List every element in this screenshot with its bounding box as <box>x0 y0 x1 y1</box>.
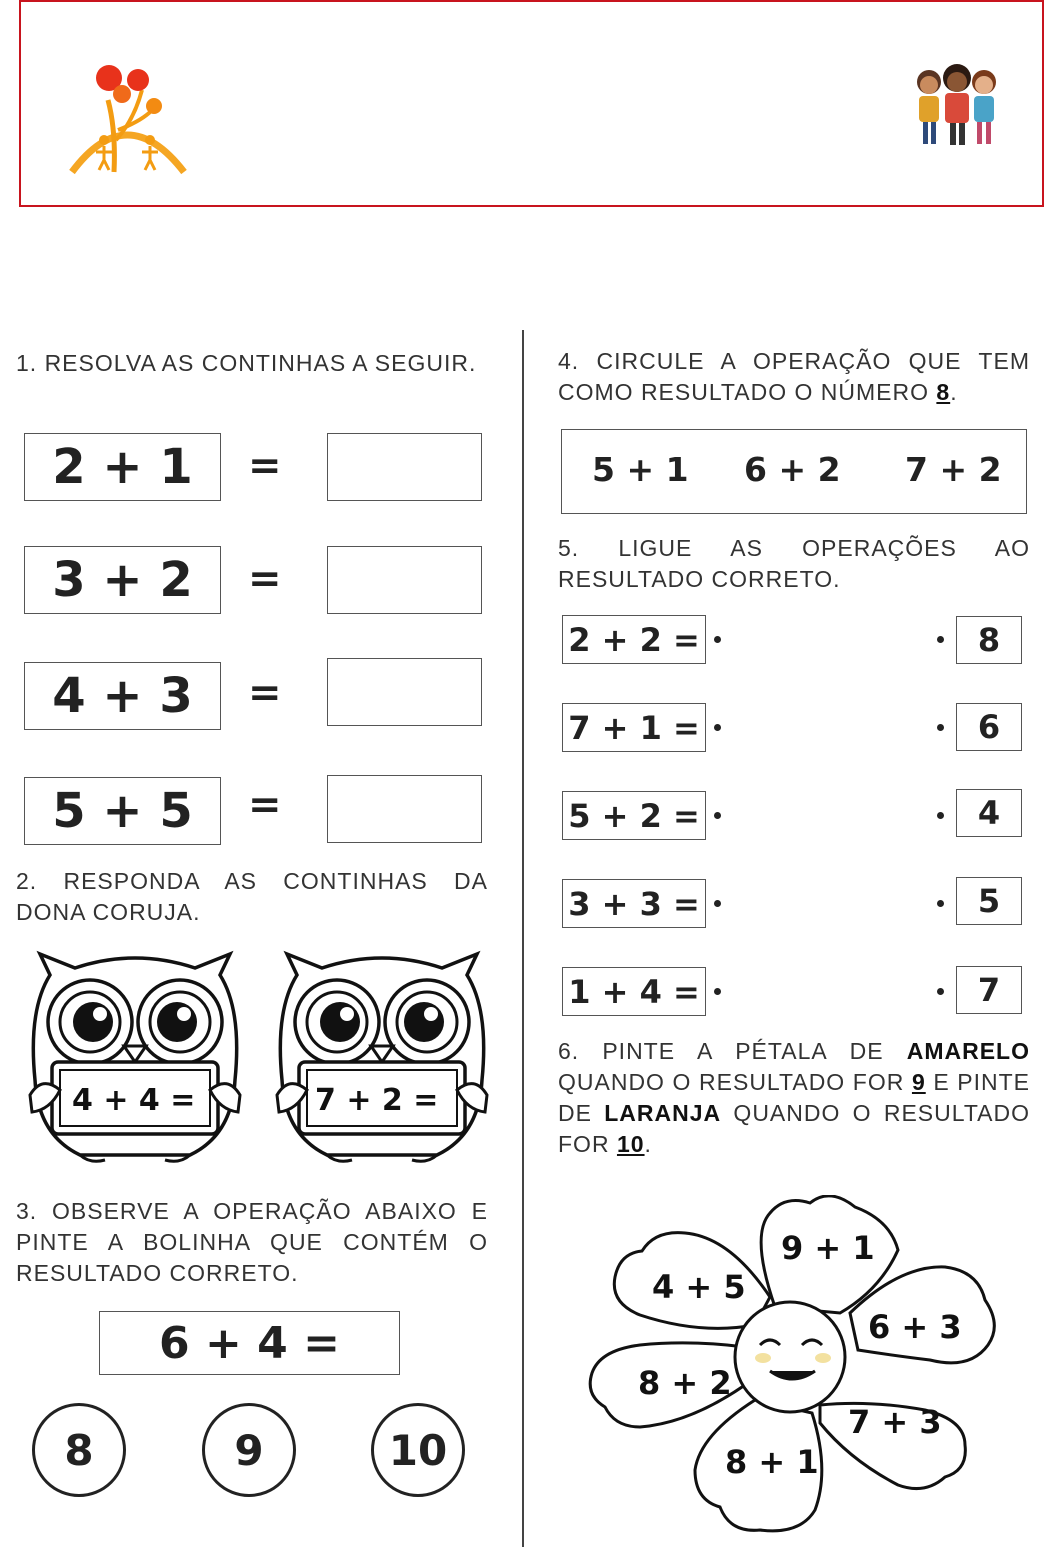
q5-right-dot[interactable] <box>937 988 944 995</box>
q1-operation: 3 + 2 <box>24 546 221 614</box>
q5-right-dot[interactable] <box>937 900 944 907</box>
q1-operation: 2 + 1 <box>24 433 221 501</box>
q5-left-dot[interactable] <box>714 724 721 731</box>
petal-label: 8 + 2 <box>638 1364 732 1402</box>
q4-operation[interactable]: 7 + 2 <box>905 450 1002 489</box>
q2-instruction: 2. RESPONDA AS CONTINHAS DA DONA CORUJA. <box>16 868 488 925</box>
q3-option-circle[interactable]: 10 <box>371 1403 465 1497</box>
q5-result: 6 <box>956 703 1022 751</box>
owl-2 <box>267 950 497 1172</box>
q6-color-orange: LARANJA <box>604 1100 722 1126</box>
q1-equals: = <box>248 782 282 828</box>
petal-label: 6 + 3 <box>868 1308 962 1346</box>
q1-operation: 5 + 5 <box>24 777 221 845</box>
q3-option-circle[interactable]: 9 <box>202 1403 296 1497</box>
q6-color-yellow: AMARELO <box>906 1038 1030 1064</box>
q4-target-number: 8 <box>936 379 951 405</box>
column-divider <box>522 330 524 1547</box>
q5-result: 7 <box>956 966 1022 1014</box>
petal-label: 8 + 1 <box>725 1443 819 1481</box>
q5-operation: 5 + 2 = <box>562 791 706 840</box>
q3-instruction: 3. OBSERVE A OPERAÇÃO ABAIXO E PINTE A BOLINHA QUE CONTÉM O RESULTADO CORRETO. <box>16 1198 488 1286</box>
q5-left-dot[interactable] <box>714 636 721 643</box>
q1-answer-box[interactable] <box>327 433 482 501</box>
q5-right-dot[interactable] <box>937 812 944 819</box>
flower <box>580 1195 1006 1540</box>
petal-label: 4 + 5 <box>652 1268 746 1306</box>
q6-number-10: 10 <box>616 1131 645 1157</box>
owl-1 <box>20 950 250 1172</box>
q4-operation[interactable]: 5 + 1 <box>592 450 689 489</box>
q5-result: 8 <box>956 616 1022 664</box>
owl-2-operation: 7 + 2 = <box>315 1083 439 1118</box>
q4-instruction: 4. CIRCULE A OPERAÇÃO QUE TEM COMO RESULTADO O NÚMERO 8. <box>558 348 1030 405</box>
q5-left-dot[interactable] <box>714 988 721 995</box>
q1-answer-box[interactable] <box>327 546 482 614</box>
q1-answer-box[interactable] <box>327 658 482 726</box>
q5-right-dot[interactable] <box>937 724 944 731</box>
q1-equals: = <box>248 670 282 716</box>
q6-instruction: 6. PINTE A PÉTALA DE AMARELO QUANDO O RESULTADO FOR 9 E PINTE DE LARANJA QUANDO O RESULTADO FOR 10. <box>558 1038 1031 1157</box>
q5-operation: 3 + 3 = <box>562 879 706 928</box>
q4-operations-box <box>561 429 1027 514</box>
q5-operation: 2 + 2 = <box>562 615 706 664</box>
school-logo <box>64 60 190 180</box>
q1-instruction: 1. RESOLVA AS CONTINHAS A SEGUIR. <box>16 350 477 376</box>
petal-label: 9 + 1 <box>781 1229 875 1267</box>
q6-number-9: 9 <box>911 1069 926 1095</box>
q5-result: 5 <box>956 877 1022 925</box>
q5-instruction: 5. LIGUE AS OPERAÇÕES AO RESULTADO CORRETO. <box>558 535 1030 592</box>
q5-left-dot[interactable] <box>714 900 721 907</box>
q3-option-circle[interactable]: 8 <box>32 1403 126 1497</box>
q3-operation: 6 + 4 = <box>99 1311 400 1375</box>
q1-operation: 4 + 3 <box>24 662 221 730</box>
q4-operation[interactable]: 6 + 2 <box>744 450 841 489</box>
q5-operation: 1 + 4 = <box>562 967 706 1016</box>
q5-left-dot[interactable] <box>714 812 721 819</box>
q1-equals: = <box>248 443 282 489</box>
q1-answer-box[interactable] <box>327 775 482 843</box>
children-illustration <box>907 60 1007 150</box>
q5-result: 4 <box>956 789 1022 837</box>
q5-operation: 7 + 1 = <box>562 703 706 752</box>
q1-equals: = <box>248 556 282 602</box>
q5-right-dot[interactable] <box>937 636 944 643</box>
owl-1-operation: 4 + 4 = <box>72 1083 196 1118</box>
header-banner <box>19 0 1044 207</box>
petal-label: 7 + 3 <box>848 1403 942 1441</box>
